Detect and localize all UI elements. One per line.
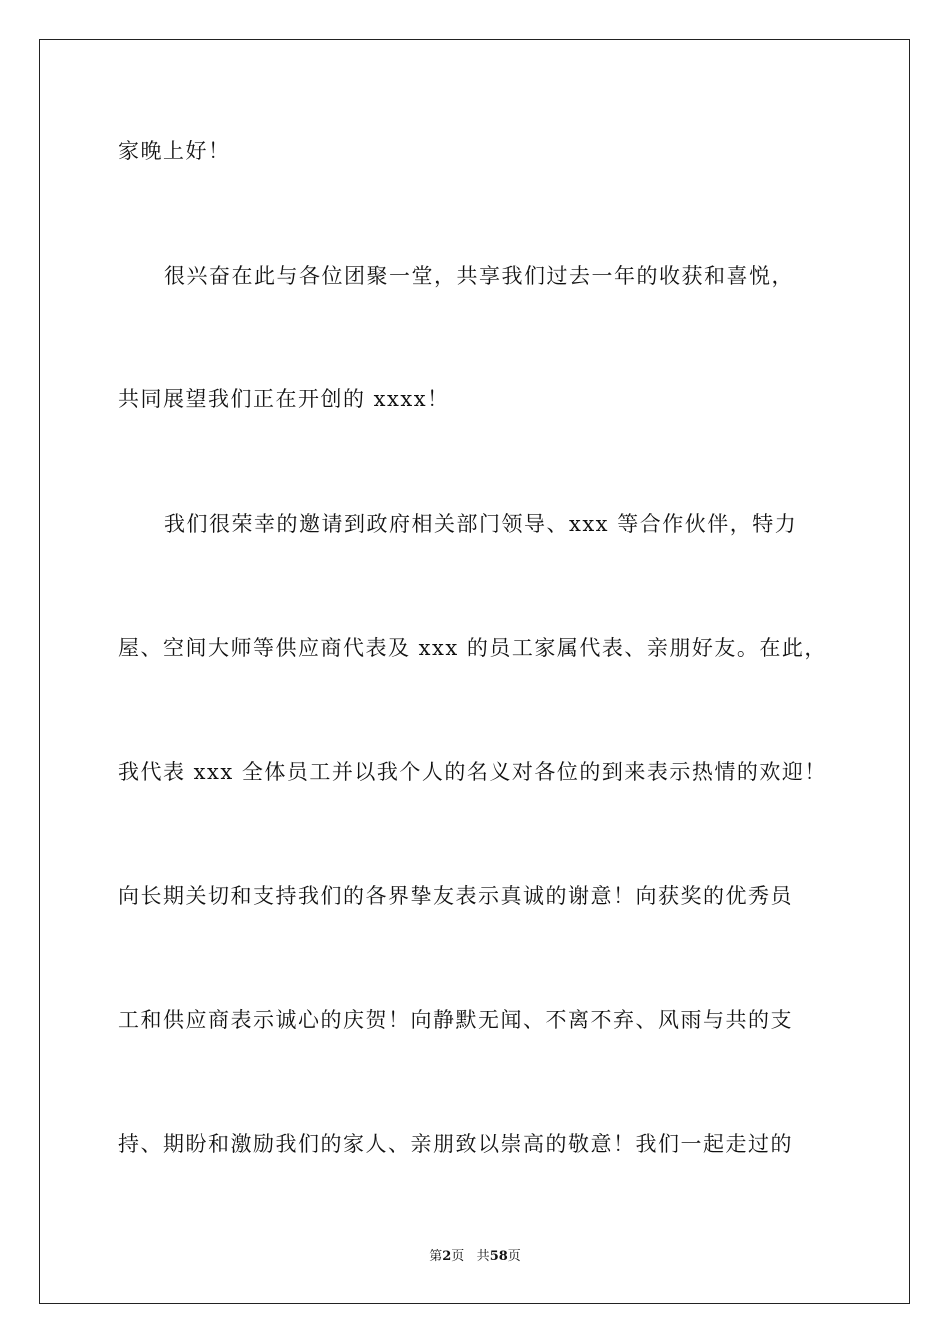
text-line-9: 持、期盼和激励我们的家人、亲朋致以崇高的敬意！我们一起走过的 xyxy=(118,1132,793,1156)
page-border xyxy=(39,39,910,1304)
text-line-4: 我们很荣幸的邀请到政府相关部门领导、xxx 等合作伙伴，特力 xyxy=(164,512,798,536)
footer-total-pages: 58 xyxy=(489,1249,508,1264)
text-line-3: 共同展望我们正在开创的 xxxx！ xyxy=(118,387,450,411)
text-line-1: 家晚上好！ xyxy=(118,139,231,163)
text-line-7: 向长期关切和支持我们的各界挚友表示真诚的谢意！向获奖的优秀员 xyxy=(118,884,793,908)
footer-page-prefix: 第 xyxy=(429,1249,443,1264)
text-line-6: 我代表 xxx 全体员工并以我个人的名义对各位的到来表示热情的欢迎！ xyxy=(118,760,827,784)
text-line-8: 工和供应商表示诚心的庆贺！向静默无闻、不离不弃、风雨与共的支 xyxy=(118,1008,793,1032)
text-line-2: 很兴奋在此与各位团聚一堂，共享我们过去一年的收获和喜悦， xyxy=(164,264,794,288)
page-footer xyxy=(0,1248,950,1266)
text-line-5: 屋、空间大师等供应商代表及 xxx 的员工家属代表、亲朋好友。在此， xyxy=(118,636,827,660)
footer-page-suffix: 页 xyxy=(451,1249,465,1264)
footer-total-suffix: 页 xyxy=(507,1249,521,1264)
footer-page-number: 2 xyxy=(442,1249,452,1264)
footer-total-prefix: 共 xyxy=(476,1249,490,1264)
